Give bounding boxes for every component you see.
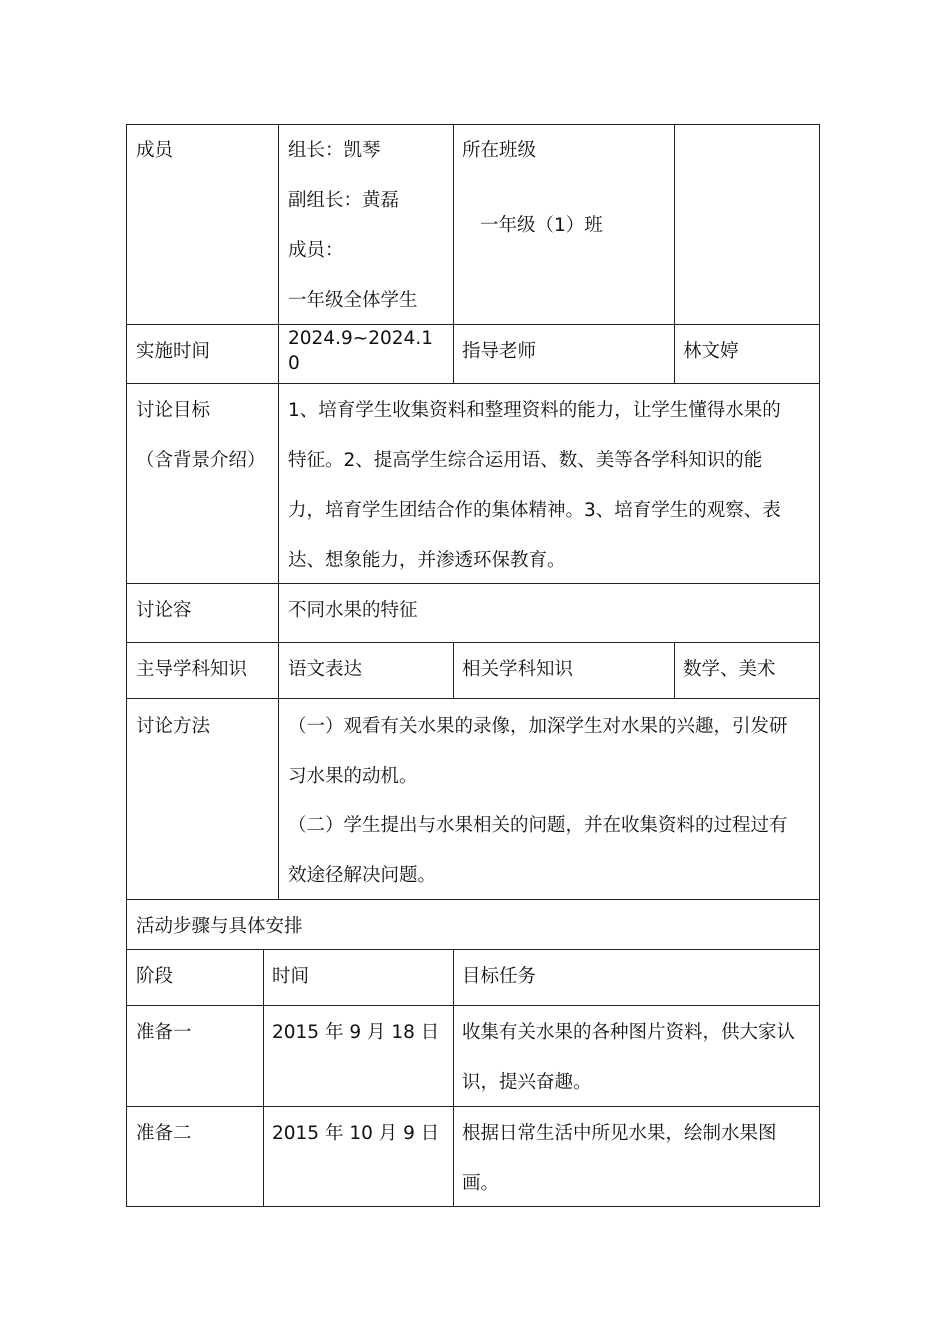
table-border [126,899,820,900]
step-time: 2015 年 10 月 9 日 [272,1123,440,1144]
table-border [126,124,820,125]
step-task-line: 根据日常生活中所见水果，绘制水果图 [462,1123,777,1144]
table-border [278,124,279,900]
table-border [126,698,820,699]
teacher-label: 指导老师 [462,341,537,362]
step-task-line: 收集有关水果的各种图片资料，供大家认 [462,1022,796,1043]
schedule-value-line2: 0 [288,353,300,374]
step-task-line: 画。 [462,1173,500,1194]
methods-line: （一）观看有关水果的录像，加深学生对水果的兴趣，引发研 [288,716,788,737]
teacher-value: 林文婷 [683,341,739,362]
table-border [263,949,264,1207]
table-border [126,324,820,325]
methods-label: 讨论方法 [136,716,211,737]
table-border [126,949,820,950]
leader-text: 组长：凯琴 [288,140,381,161]
members-value: 一年级全体学生 [288,290,418,311]
schedule-value-line1: 2024.9~2024.1 [288,328,433,349]
content-label: 讨论容 [136,600,192,621]
members-sub-label: 成员： [288,240,344,261]
members-label: 成员 [136,140,174,161]
step-stage: 准备二 [136,1123,192,1144]
table-border [674,642,675,699]
table-border [126,1005,820,1006]
methods-line: （二）学生提出与水果相关的问题，并在收集资料的过程过有 [288,815,788,836]
table-border [453,642,454,699]
goals-line: 力，培育学生团结合作的集体精神。3、培育学生的观察、表 [288,500,781,521]
goals-line: 达、想象能力，并渗透环保教育。 [288,550,566,571]
steps-header-time: 时间 [272,966,310,987]
table-border [126,383,820,384]
step-stage: 准备一 [136,1022,192,1043]
table-border [126,124,127,1207]
vice-leader-text: 副组长：黄磊 [288,190,400,211]
table-border [126,642,820,643]
table-border [674,124,675,384]
table-border [126,583,820,584]
step-time: 2015 年 9 月 18 日 [272,1022,440,1043]
class-value: 一年级（1）班 [480,215,603,236]
table-border [819,124,820,1207]
main-subject-value: 语文表达 [288,659,363,680]
goals-label-sub: （含背景介绍） [136,450,266,471]
steps-title: 活动步骤与具体安排 [136,916,303,937]
table-border [453,124,454,384]
content-value: 不同水果的特征 [288,600,418,621]
schedule-label: 实施时间 [136,341,211,362]
main-subject-label: 主导学科知识 [136,659,248,680]
table-border [126,1106,820,1107]
class-label: 所在班级 [462,140,537,161]
goals-line: 1、培育学生收集资料和整理资料的能力，让学生懂得水果的 [288,400,781,421]
related-subject-value: 数学、美术 [683,659,776,680]
methods-line: 效途径解决问题。 [288,865,437,886]
goals-line: 特征。2、提高学生综合运用语、数、美等各学科知识的能 [288,450,763,471]
goals-label: 讨论目标 [136,400,211,421]
steps-header-task: 目标任务 [462,966,537,987]
steps-header-stage: 阶段 [136,966,174,987]
table-border [126,1206,820,1207]
methods-line: 习水果的动机。 [288,766,418,787]
related-subject-label: 相关学科知识 [462,659,574,680]
step-task-line: 识，提兴奋趣。 [462,1072,592,1093]
table-border [453,949,454,1207]
